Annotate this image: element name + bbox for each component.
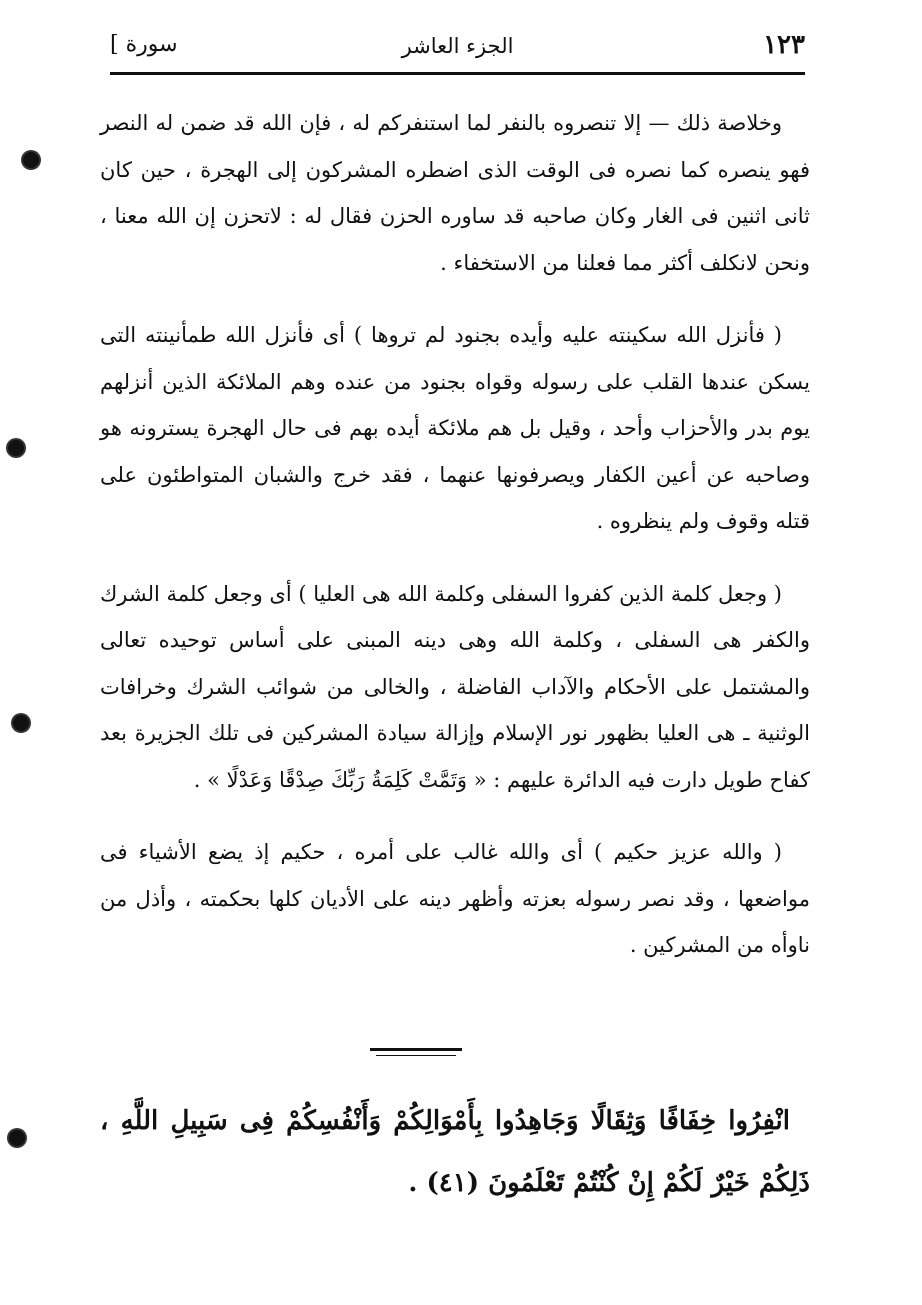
binding-hole-icon xyxy=(9,1130,25,1146)
verse-text: انْفِرُوا خِفَافًا وَثِقَالًا وَجَاهِدُوا بِأَمْوَالِكُمْ وَأَنْفُسِكُمْ فِى سَبِيلِ اللَّهِ ، ذَلِكُمْ خَيْرٌ لَكُمْ إِنْ كُنْتُمْ تَعْلَمُونَ (٤١) . xyxy=(100,1106,810,1198)
paragraph-summary: وخلاصة ذلك — إلا تنصروه بالنفر لما استنفركم له ، فإن الله قد ضمن له النصر فهو ينصره كما نصره فى الوقت الذى اضطره المشركون إلى الهجرة ، حين كان ثانى اثنين فى الغار وكان صاحبه قد ساوره الحزن فقال له : لاتحزن إن الله معنا ، ونحن لانكلف أكثر مما فعلنا من الاستخفاء . xyxy=(100,111,810,275)
binding-hole-icon xyxy=(8,440,24,456)
commentary-text xyxy=(100,100,810,995)
section-divider xyxy=(370,1048,462,1051)
surah-label: سورة ] xyxy=(110,32,178,57)
quran-verse xyxy=(100,1090,810,1214)
paragraph-sakina: ( فأنزل الله سكينته عليه وأيده بجنود لم تروها ) أى فأنزل الله طمأنينته التى يسكن عندها القلب على رسوله وقواه بجنود من عنده وهم الملائكة الذين أنزلهم يوم بدر والأحزاب وأحد ، وقيل بل هم ملائكة أيده بهم فى حال الهجرة يسترونه هو وصاحبه عن أعين الكفار ويصرفونها عنهما ، فقد خرج والشبان المتواطئون على قتله وقوف ولم ينظروه . xyxy=(100,323,810,533)
paragraph-mighty-wise: ( والله عزيز حكيم ) أى والله غالب على أمره ، حكيم إذ يضع الأشياء فى مواضعها ، وقد نصر رسوله بعزته وأظهر دينه على الأديان كلها بحكمته ، وأذل من ناوأه من المشركين . xyxy=(100,840,810,957)
page-number: ١٢٣ xyxy=(763,30,805,60)
part-title: الجزء العاشر xyxy=(401,34,514,58)
binding-hole-icon xyxy=(13,715,29,731)
paragraph-word-of-god: ( وجعل كلمة الذين كفروا السفلى وكلمة الله هى العليا ) أى وجعل كلمة الشرك والكفر هى السفلى ، وكلمة الله وهى دينه المبنى على أساس توحيده تعالى والمشتمل على الأحكام والآداب الفاضلة ، والخالى من شوائب الشرك وخرافات الوثنية ـ هى العليا بظهور نور الإسلام وإزالة سيادة المشركين فى تلك الجزيرة بعد كفاح طويل دارت فيه الدائرة عليهم : « وَتَمَّتْ كَلِمَةُ رَبِّكَ صِدْقًا وَعَدْلًا » . xyxy=(100,581,810,792)
page-header xyxy=(110,28,805,75)
binding-hole-icon xyxy=(23,152,39,168)
